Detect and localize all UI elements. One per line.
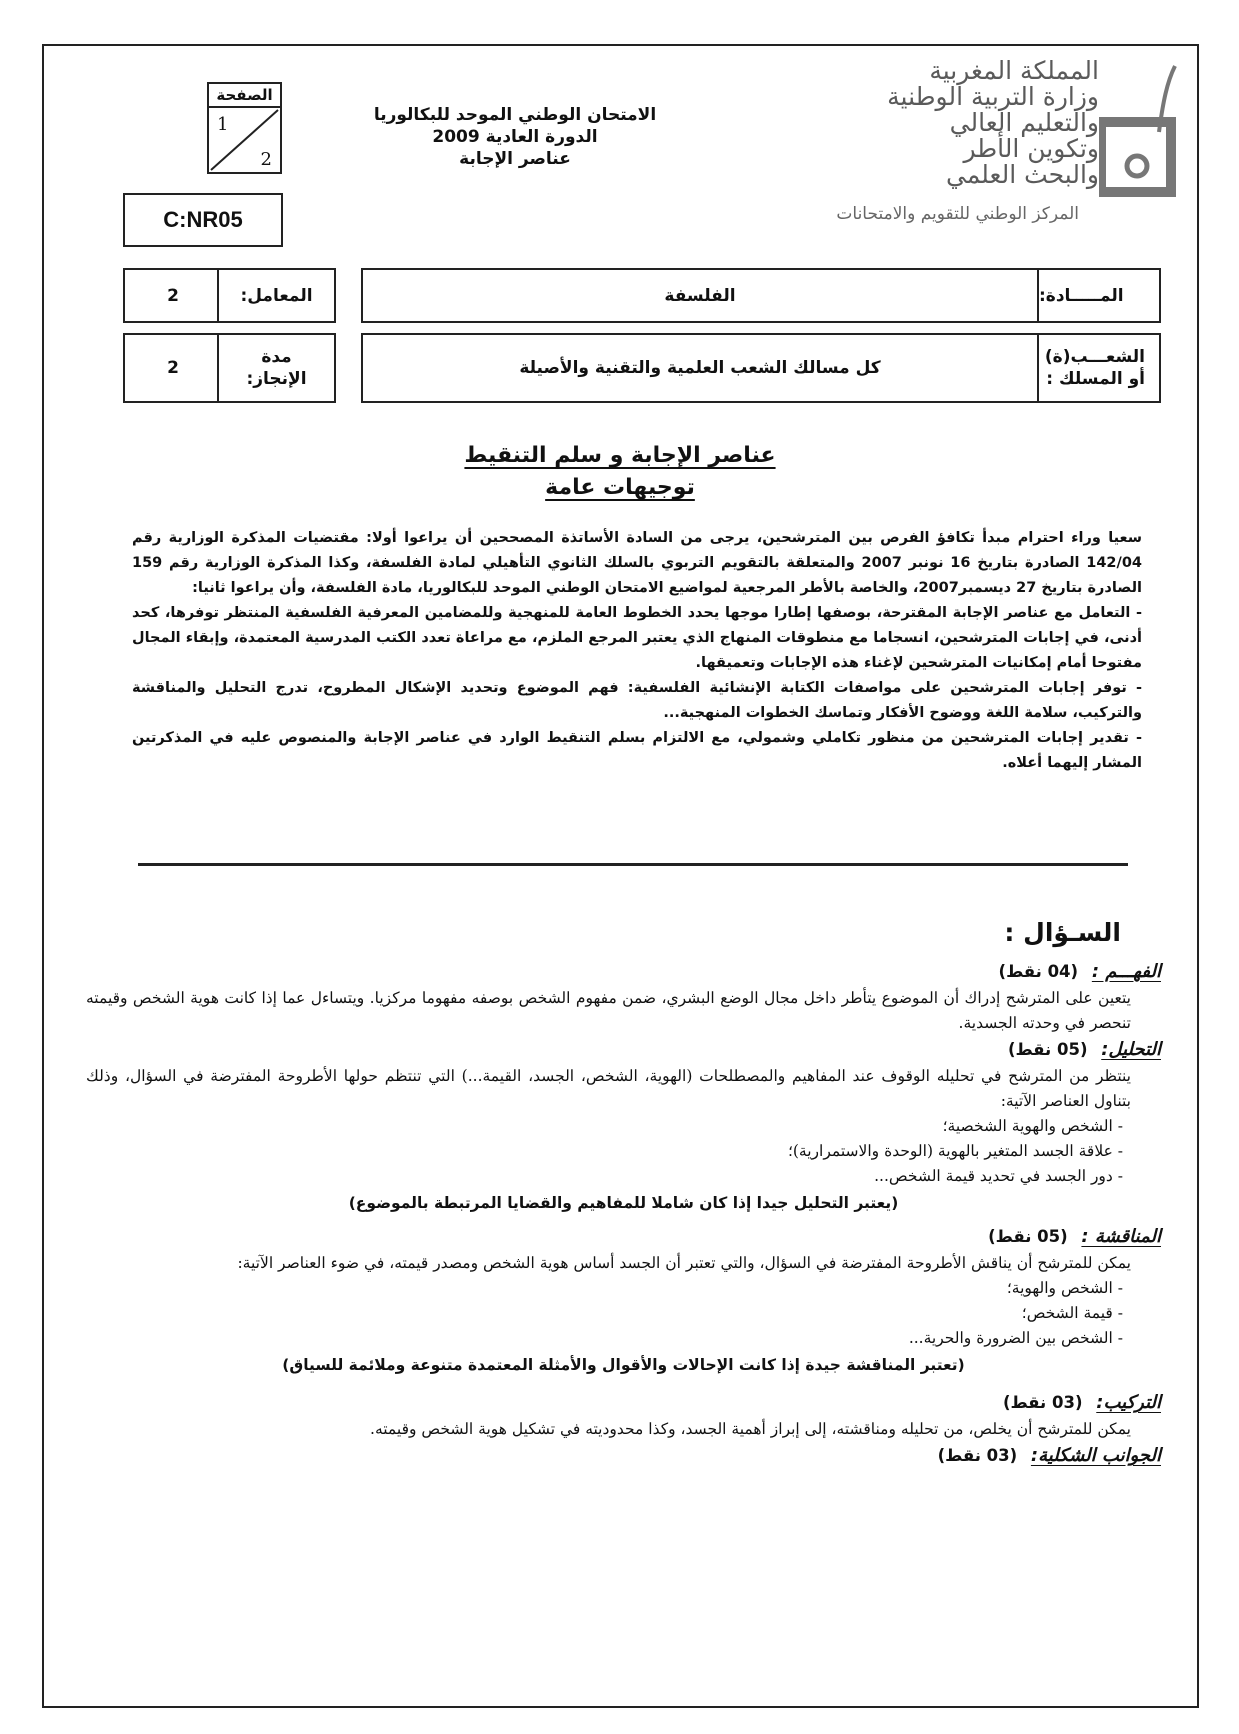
answer-elements	[86, 958, 1161, 1470]
duration-value: 2	[167, 358, 179, 378]
understanding-points: (04 نقط)	[998, 962, 1079, 981]
page-current: 1	[217, 114, 229, 135]
duration-label-line2: الإنجاز:	[246, 369, 307, 389]
understanding-text: يتعين على المترشح إدراك أن الموضوع يتأطر داخل مجال الوضع البشري، ضمن مفهوم الشخص بوصفه مفهوما مركزيا. ويتساءل عما إذا كانت هوية الشخص وقيمته تنحصر في وحدته الجسدية.	[86, 989, 1131, 1032]
guideline-item: - تقدير إجابات المترشحين من منظور تكاملي وشمولي، مع الالتزام بسلم التنقيط الوارد في عناصر الإجابة والمنصوص عليه في المذكرتين المشار إليهما أعلاه.	[132, 730, 1142, 771]
branch-box	[361, 333, 1161, 403]
guidelines	[132, 526, 1142, 776]
synthesis-text: يمكن للمترشح أن يخلص، من تحليله ومناقشته، إلى إبراز أهمية الجسد، وكذا محدوديته في تشكيل هوية الشخص وقيمته.	[370, 1420, 1131, 1438]
question-heading: السـؤال :	[1004, 918, 1121, 947]
synthesis-title: التركيب:	[1096, 1392, 1161, 1413]
subject-box	[361, 268, 1161, 323]
formal-header	[86, 1442, 1161, 1470]
discussion-header	[86, 1223, 1161, 1251]
subject-value: الفلسفة	[664, 285, 736, 306]
synthesis-header	[86, 1389, 1161, 1417]
exam-title-block	[350, 104, 680, 170]
duration-label-line1: مدة	[261, 347, 292, 367]
ministry-line: المملكة المغربية	[929, 56, 1099, 85]
page-total: 2	[260, 149, 272, 170]
list-item: - دور الجسد في تحديد قيمة الشخص...	[874, 1167, 1123, 1185]
discussion-note: (تعتبر المناقشة جيدة إذا كانت الإحالات والأقوال والأمثلة المعتمدة متنوعة وملائمة للسياق)	[282, 1356, 965, 1374]
branch-label-line1: الشعـــب(ة)	[1044, 347, 1145, 367]
synthesis-points: (03 نقط)	[1002, 1393, 1083, 1412]
guideline-item: - توفر إجابات المترشحين على مواصفات الكتابة الإنشائية الفلسفية: فهم الموضوع وتحديد الإشكال المطروح، تدرج التحليل والمناقشة والتركيب، سلامة اللغة ووضوح الأفكار وتماسك الخطوات المنهجية...	[132, 680, 1142, 721]
discussion-text: يمكن للمترشح أن يناقش الأطروحة المفترضة في السؤال، والتي تعتبر أن الجسد أساس هوية الشخص ومصدر قيمته، في ضوء العناصر الآتية:	[237, 1254, 1131, 1272]
list-item: - الشخص بين الضرورة والحرية...	[908, 1329, 1123, 1347]
exam-code: C:NR05	[123, 193, 283, 247]
general-guidelines-heading: توجيهات عامة	[545, 475, 695, 500]
branch-value: كل مسالك الشعب العلمية والتقنية والأصيلة	[519, 358, 881, 378]
page-number-box	[207, 82, 282, 174]
list-item: - الشخص والهوية الشخصية؛	[942, 1117, 1123, 1135]
discussion-points: (05 نقط)	[988, 1227, 1068, 1246]
analysis-points: (05 نقط)	[1007, 1040, 1088, 1059]
branch-label	[1039, 335, 1159, 401]
analysis-note: (يعتبر التحليل جيدا إذا كان شاملا للمفاهيم والقضايا المرتبطة بالموضوع)	[348, 1194, 899, 1212]
ministry-line: والبحث العلمي	[945, 160, 1099, 189]
ministry-logo-icon	[1099, 62, 1177, 202]
main-heading-block	[400, 440, 840, 504]
coefficient-label: المعامل:	[240, 285, 313, 306]
list-item: - الشخص والهوية؛	[1006, 1279, 1123, 1297]
analysis-header	[86, 1036, 1161, 1064]
exam-title: الامتحان الوطني الموحد للبكالوريا	[373, 105, 657, 125]
coefficient-value: 2	[167, 285, 179, 306]
coefficient-box	[123, 268, 336, 323]
list-item: - قيمة الشخص؛	[1021, 1304, 1123, 1322]
analysis-text: ينتظر من المترشح في تحليله الوقوف عند المفاهيم والمصطلحات (الهوية، الشخص، الجسد، القيمة...) التي تنتظم حولها الأطروحة المفترضة في السؤال، وذلك بتناول العناصر الآتية:	[86, 1067, 1131, 1110]
guidelines-intro: سعيا وراء احترام مبدأ تكافؤ الفرص بين المترشحين، يرجى من السادة الأساتذة المصححين أن يراعوا أولا: مقتضيات المذكرة الوزارية رقم 142/04 الصادرة بتاريخ 16 نونبر 2007 والمتعلقة بالتقويم التربوي بالسلك الثانوي التأهيلي لمادة الفلسفة، وكذا المذكرة الوزارية رقم 159 الصادرة بتاريخ 27 ديسمبر2007، والخاصة بالأطر المرجعية لمواضيع الامتحان الوطني الموحد للبكالوريا، مادة الفلسفة، وأن يراعوا ثانيا:	[132, 530, 1142, 596]
exam-session: الدورة العادية 2009	[432, 127, 598, 147]
understanding-header	[86, 958, 1161, 986]
formal-title: الجوانب الشكلية:	[1030, 1445, 1161, 1466]
ministry-line: والتعليم العالي	[949, 108, 1099, 137]
duration-box	[123, 333, 336, 403]
ministry-line: وتكوين الأطر	[963, 134, 1099, 163]
duration-label	[219, 335, 334, 401]
branch-label-line2: أو المسلك :	[1046, 369, 1145, 389]
section-separator	[138, 863, 1128, 866]
page-label: الصفحة	[209, 84, 280, 108]
main-heading: عناصر الإجابة و سلم التنقيط	[464, 443, 776, 468]
ministry-line: وزارة التربية الوطنية	[887, 82, 1099, 111]
center-name: المركز الوطني للتقويم والامتحانات	[836, 204, 1079, 224]
discussion-list	[86, 1276, 1161, 1351]
understanding-title: الفهـــم :	[1091, 961, 1161, 982]
guideline-item: - التعامل مع عناصر الإجابة المقترحة، بوصفها إطارا موجها يحدد الخطوط العامة للمنهجية وللمضامين المعرفية الفلسفية المنتظر توفرها، كحد أدنى، في إجابات المترشحين، انسجاما مع منطوقات المنهاج الذي يعتبر المرجع الملزم، مع مراعاة تعدد الكتب المدرسية المعتمدة، وإبقاء المجال مفتوحا أمام إمكانيات المترشحين لإغناء هذه الإجابات وتعميقها.	[132, 605, 1142, 671]
discussion-title: المناقشة :	[1081, 1226, 1161, 1247]
ministry-header	[679, 58, 1099, 224]
analysis-title: التحليل:	[1101, 1039, 1161, 1060]
subject-label: المـــــادة:	[1039, 285, 1124, 306]
document-type: عناصر الإجابة	[459, 149, 571, 169]
list-item: - علاقة الجسد المتغير بالهوية (الوحدة والاستمرارية)؛	[787, 1142, 1123, 1160]
analysis-list	[86, 1114, 1161, 1189]
formal-points: (03 نقط)	[937, 1446, 1018, 1465]
